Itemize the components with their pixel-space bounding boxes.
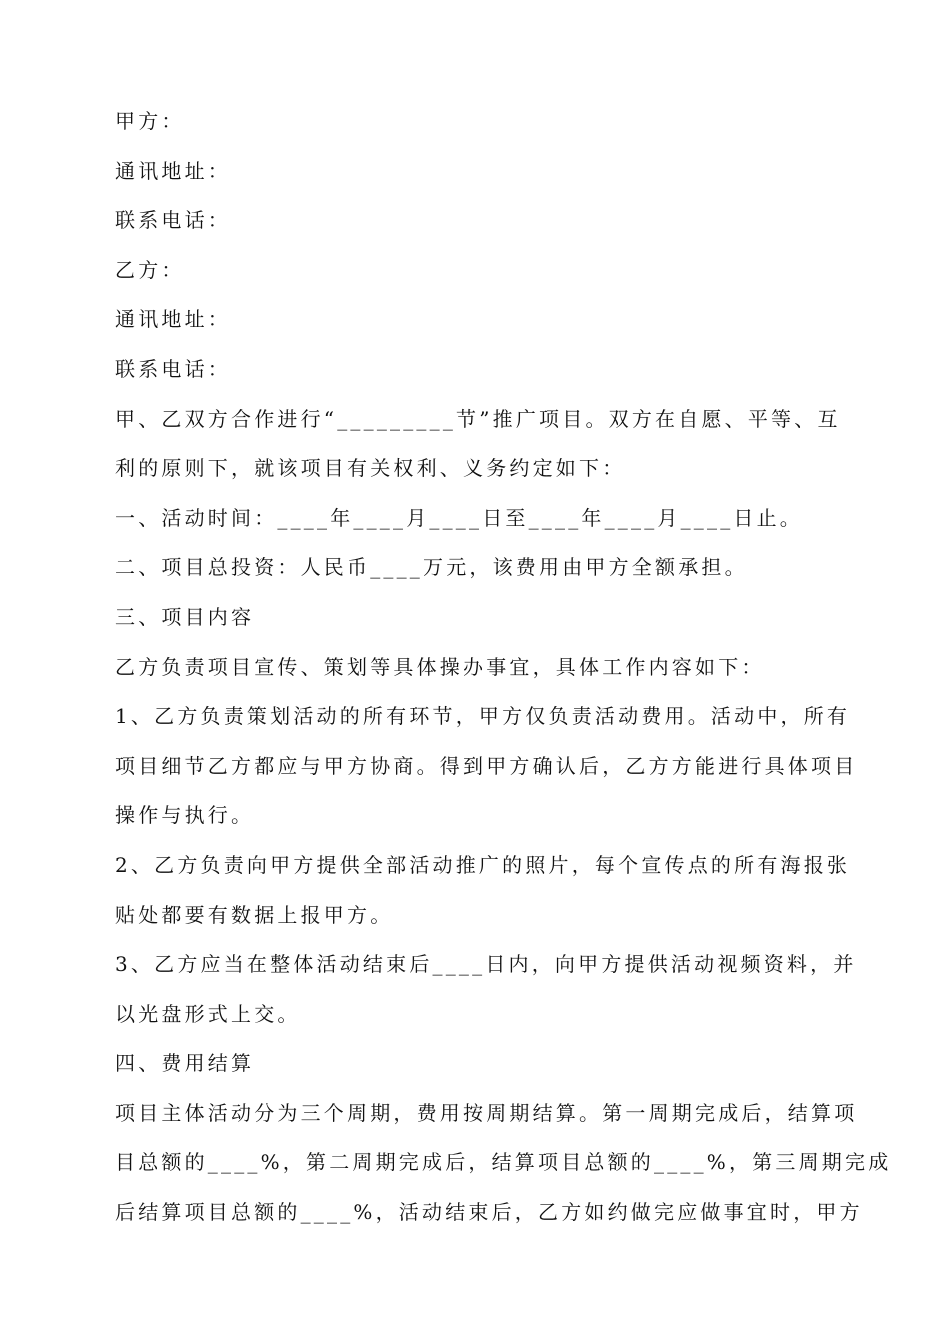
party-b-address-label: 通讯地址： [115,307,231,332]
item-1-line-2: 项目细节乙方都应与甲方协商。得到甲方确认后，乙方方能进行具体项目 [115,753,858,778]
party-a-label: 甲方： [115,109,185,133]
party-a-address-label: 通讯地址： [115,158,231,183]
item-2-line-1: 2、乙方负责向甲方提供全部活动推广的照片，每个宣传点的所有海报张 [115,852,851,877]
section-4-line-3: 后结算项目总额的____%，活动结束后，乙方如约做完应做事宜时，甲方 [115,1200,863,1225]
section-3-intro: 乙方负责项目宣传、策划等具体操办事宜，具体工作内容如下： [115,654,765,679]
section-3-heading: 三、项目内容 [115,604,255,629]
contract-text [115,97,892,1238]
section-4-line-1: 项目主体活动分为三个周期，费用按周期结算。第一周期完成后，结算项 [115,1100,858,1125]
intro-paragraph-line-2: 利的原则下，就该项目有关权利、义务约定如下： [115,456,626,481]
party-a-phone-label: 联系电话： [115,208,231,233]
intro-paragraph-line-1: 甲、乙双方合作进行“_________节”推广项目。双方在自愿、平等、互 [115,406,841,431]
item-2-line-2: 贴处都要有数据上报甲方。 [115,902,394,927]
item-3-line-2: 以光盘形式上交。 [115,1001,301,1026]
section-2-total-investment: 二、项目总投资：人民币____万元，该费用由甲方全额承担。 [115,555,748,580]
section-4-line-2: 目总额的____%，第二周期完成后，结算项目总额的____%，第三周期完成 [115,1150,892,1175]
item-1-line-1: 1、乙方负责策划活动的所有环节，甲方仅负责活动费用。活动中，所有 [115,704,851,729]
party-b-label: 乙方： [115,257,185,282]
item-3-line-1: 3、乙方应当在整体活动结束后____日内，向甲方提供活动视频资料，并 [115,952,857,977]
section-4-heading: 四、费用结算 [115,1051,255,1076]
section-1-activity-time: 一、活动时间：____年____月____日至____年____月____日止。 [115,505,803,530]
item-1-line-3: 操作与执行。 [115,803,255,828]
party-b-phone-label: 联系电话： [115,356,231,381]
